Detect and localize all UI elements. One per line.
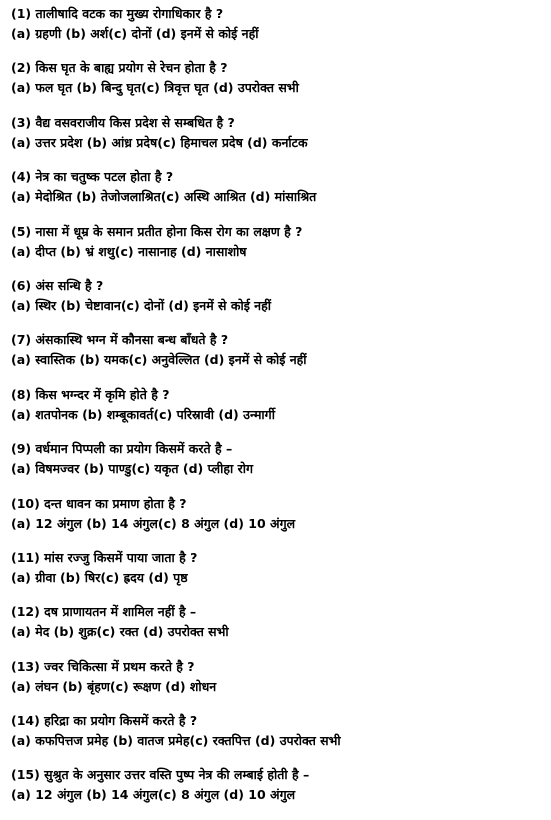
question-item-1 bbox=[11, 4, 546, 58]
question-text: (15) सुश्रुत के अनुसार उत्तर वस्ति पुष्प नेत्र की लम्बाई होती है – bbox=[11, 767, 310, 783]
answer-options: (a) लंघन (b) बृंहण(c) रूक्षण (d) शोधन bbox=[11, 678, 217, 694]
question-item-11 bbox=[11, 548, 546, 602]
question-item-3 bbox=[11, 113, 546, 167]
question-text: (10) दन्त धावन का प्रमाण होता है ? bbox=[11, 495, 187, 511]
question-item-10 bbox=[11, 494, 546, 548]
answer-options: (a) शतपोनक (b) शम्बूकावर्त(c) परिस्रावी (d) उन्मार्गी bbox=[11, 406, 275, 422]
answer-options: (a) ग्रीवा (b) षिर(c) ह्रदय (d) पृष्ठ bbox=[11, 569, 188, 585]
answer-options: (a) फल घृत (b) बिन्दु घृत(c) त्रिवृत्त घृत (d) उपरोक्त सभी bbox=[11, 80, 299, 96]
question-text: (13) ज्वर चिकित्सा में प्रथम करते है ? bbox=[11, 658, 195, 674]
answer-options: (a) उत्तर प्रदेश (b) आंध्र प्रदेष(c) हिमाचल प्रदेष (d) कर्नाटक bbox=[11, 134, 308, 150]
question-text: (6) अंस सन्धि है ? bbox=[11, 277, 104, 293]
question-text: (8) किस भग्न्दर में कृमि होते है ? bbox=[11, 386, 170, 402]
question-text: (3) वैद्य वसवराजीय किस प्रदेश से सम्बधित है ? bbox=[11, 114, 235, 130]
answer-options: (a) विषमज्वर (b) पाण्डु(c) यकृत (d) प्लीहा रोग bbox=[11, 461, 253, 477]
answer-options: (a) 12 अंगुल (b) 14 अंगुल(c) 8 अंगुल (d) 10 अंगुल bbox=[11, 787, 296, 803]
question-item-4 bbox=[11, 167, 546, 221]
answer-options: (a) मेद (b) शुक्र(c) रक्त (d) उपरोक्त सभी bbox=[11, 624, 229, 640]
question-text: (4) नेत्र का चतुष्क पटल होता है ? bbox=[11, 169, 174, 185]
question-item-15 bbox=[11, 765, 546, 819]
answer-options: (a) स्थिर (b) चेष्टावान(c) दोनों (d) इनमें से कोई नहीं bbox=[11, 297, 271, 313]
question-text: (2) किस घृत के बाह्य प्रयोग से रेचन होता है ? bbox=[11, 60, 228, 76]
question-item-2 bbox=[11, 58, 546, 112]
answer-options: (a) मेदोश्रित (b) तेजोजलाश्रित(c) अस्थि आश्रित (d) मांसाश्रित bbox=[11, 189, 317, 205]
question-list bbox=[11, 4, 546, 820]
question-text: (11) मांस रज्जु किसमें पाया जाता है ? bbox=[11, 549, 198, 565]
question-item-12 bbox=[11, 602, 546, 656]
question-text: (1) तालीषादि वटक का मुख्य रोगाधिकार है ? bbox=[11, 6, 224, 21]
answer-options: (a) दीप्त (b) भ्रं शथु(c) नासानाह (d) नासाशोष bbox=[11, 243, 247, 259]
question-text: (7) अंसकास्थि भग्न में कौनसा बन्ध बाँधते है ? bbox=[11, 332, 229, 348]
answer-options: (a) स्वास्तिक (b) यमक(c) अनुवेल्लित (d) इनमें से कोई नहीं bbox=[11, 352, 307, 368]
answer-options: (a) कफपित्तज प्रमेह (b) वातज प्रमेह(c) रक्तपित्त (d) उपरोक्त सभी bbox=[11, 733, 341, 749]
question-item-6 bbox=[11, 276, 546, 330]
question-item-14 bbox=[11, 711, 546, 765]
answer-options: (a) ग्रहणी (b) अर्श(c) दोनों (d) इनमें से कोई नहीं bbox=[11, 26, 259, 41]
question-text: (9) वर्धमान पिप्पली का प्रयोग किसमें करते है – bbox=[11, 441, 233, 457]
question-item-9 bbox=[11, 439, 546, 493]
question-text: (14) हरिद्रा का प्रयोग किसमें करते है ? bbox=[11, 713, 198, 729]
question-text: (12) दष प्राणायतन में शामिल नहीं है – bbox=[11, 604, 197, 620]
question-text: (5) नासा में धूम्र के समान प्रतीत होना किस रोग का लक्षण है ? bbox=[11, 223, 303, 239]
question-item-5 bbox=[11, 222, 546, 276]
question-item-7 bbox=[11, 330, 546, 384]
answer-options: (a) 12 अंगुल (b) 14 अंगुल(c) 8 अंगुल (d) 10 अंगुल bbox=[11, 515, 296, 531]
question-item-13 bbox=[11, 657, 546, 711]
question-item-8 bbox=[11, 385, 546, 439]
